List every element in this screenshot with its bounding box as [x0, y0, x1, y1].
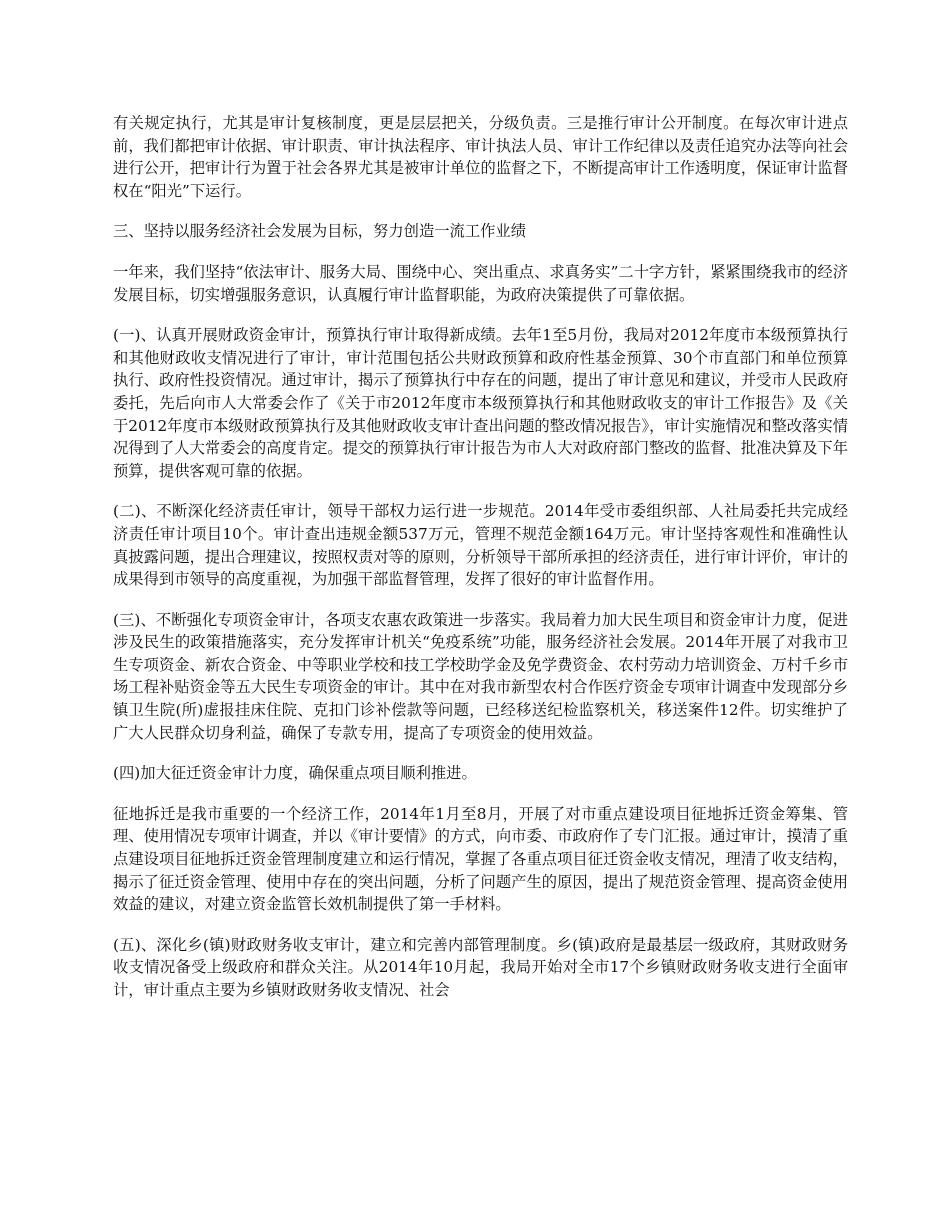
paragraph-guiding-principle: 一年来，我们坚持“依法审计、服务大局、围绕中心、突出重点、求真务实”二十字方针，紧紧围绕我市的经济发展目标，切实增强服务意识，认真履行审计监督职能，为政府决策提供了可靠依据。 — [113, 262, 848, 304]
paragraph-special-funds-audit: (三)、不断强化专项资金审计，各项支农惠农政策进一步落实。我局着力加大民生项目和资金审计力度，促进涉及民生的政策措施落实，充分发挥审计机关“免疫系统”功能，服务经济社会发展。2014年开展了对我市卫生专项资金、新农合资金、中等职业学校和技工学校助学金及免学费资金、农村劳动力培训资金、万村千乡市场工程补贴资金等五大民生专项资金的审计。其中在对我市新型农村合作医疗资金专项审计调查中发现部分乡镇卫生院(所)虚报挂床住院、克扣门诊补偿款等问题，已经移送纪检监察机关，移送案件12件。切实维护了广大人民群众切身利益，确保了专款专用，提高了专项资金的使用效益。 — [113, 610, 848, 742]
paragraph-land-acquisition-audit: 征地拆迁是我市重要的一个经济工作，2014年1月至8月，开展了对市重点建设项目征地拆迁资金筹集、管理、使用情况专项审计调查，并以《审计要情》的方式，向市委、市政府作了专门汇报。通过审计，摸清了重点建设项目征地拆迁资金管理制度建立和运行情况，掌握了各重点项目征迁资金收支情况，理清了收支结构，揭示了征迁资金管理、使用中存在的突出问题，分析了问题产生的原因，提出了规范资金管理、提高资金使用效益的建议，对建立资金监管长效机制提供了第一手材料。 — [113, 804, 848, 914]
subheading-relocation-funds: (四)加大征迁资金审计力度，确保重点项目顺利推进。 — [113, 764, 477, 783]
document-page — [113, 112, 848, 1020]
section-heading-three: 三、坚持以服务经济社会发展为目标，努力创造一流工作业绩 — [113, 222, 527, 241]
paragraph-economic-responsibility-audit: (二)、不断深化经济责任审计，领导干部权力运行进一步规范。2014年受市委组织部、人社局委托共完成经济责任审计项目10个。审计查出违规金额537万元，管理不规范金额164万元。审计坚持客观性和准确性认真披露问题，提出合理建议，按照权责对等的原则，分析领导干部所承担的经济责任，进行审计评价，审计的成果得到市领导的高度重视，为加强干部监督管理，发挥了很好的审计监督作用。 — [113, 502, 848, 589]
paragraph-fiscal-audit: (一)、认真开展财政资金审计，预算执行审计取得新成绩。去年1至5月份，我局对2012年度市本级预算执行和其他财政收支情况进行了审计，审计范围包括公共财政预算和政府性基金预算、30个市直部门和单位预算执行、政府性投资情况。通过审计，揭示了预算执行中存在的问题，提出了审计意见和建议，并受市人民政府委托，先后向市人大常委会作了《关于市2012年度市本级预算执行和其他财政收支的审计工作报告》及《关于2012年度市本级财政预算执行及其他财政收支审计查出问题的整改情况报告》，审计实施情况和整改落实情况得到了人大常委会的高度肯定。提交的预算执行审计报告为市人大对政府部门整改的监督、批准决算及下年预算，提供客观可靠的依据。 — [113, 326, 848, 480]
paragraph-audit-review: 有关规定执行，尤其是审计复核制度，更是层层把关，分级负责。三是推行审计公开制度。在每次审计进点前，我们都把审计依据、审计职责、审计执法程序、审计执法人员、审计工作纪律以及责任追究办法等向社会进行公开，把审计行为置于社会各界尤其是被审计单位的监督之下，不断提高审计工作透明度，保证审计监督权在“阳光”下运行。 — [113, 114, 848, 200]
paragraph-township-finance-audit: (五)、深化乡(镇)财政财务收支审计，建立和完善内部管理制度。乡(镇)政府是最基层一级政府，其财政财务收支情况备受上级政府和群众关注。从2014年10月起，我局开始对全市17个乡镇财政财务收支进行全面审计，审计重点主要为乡镇财政财务收支情况、社会 — [113, 935, 848, 999]
